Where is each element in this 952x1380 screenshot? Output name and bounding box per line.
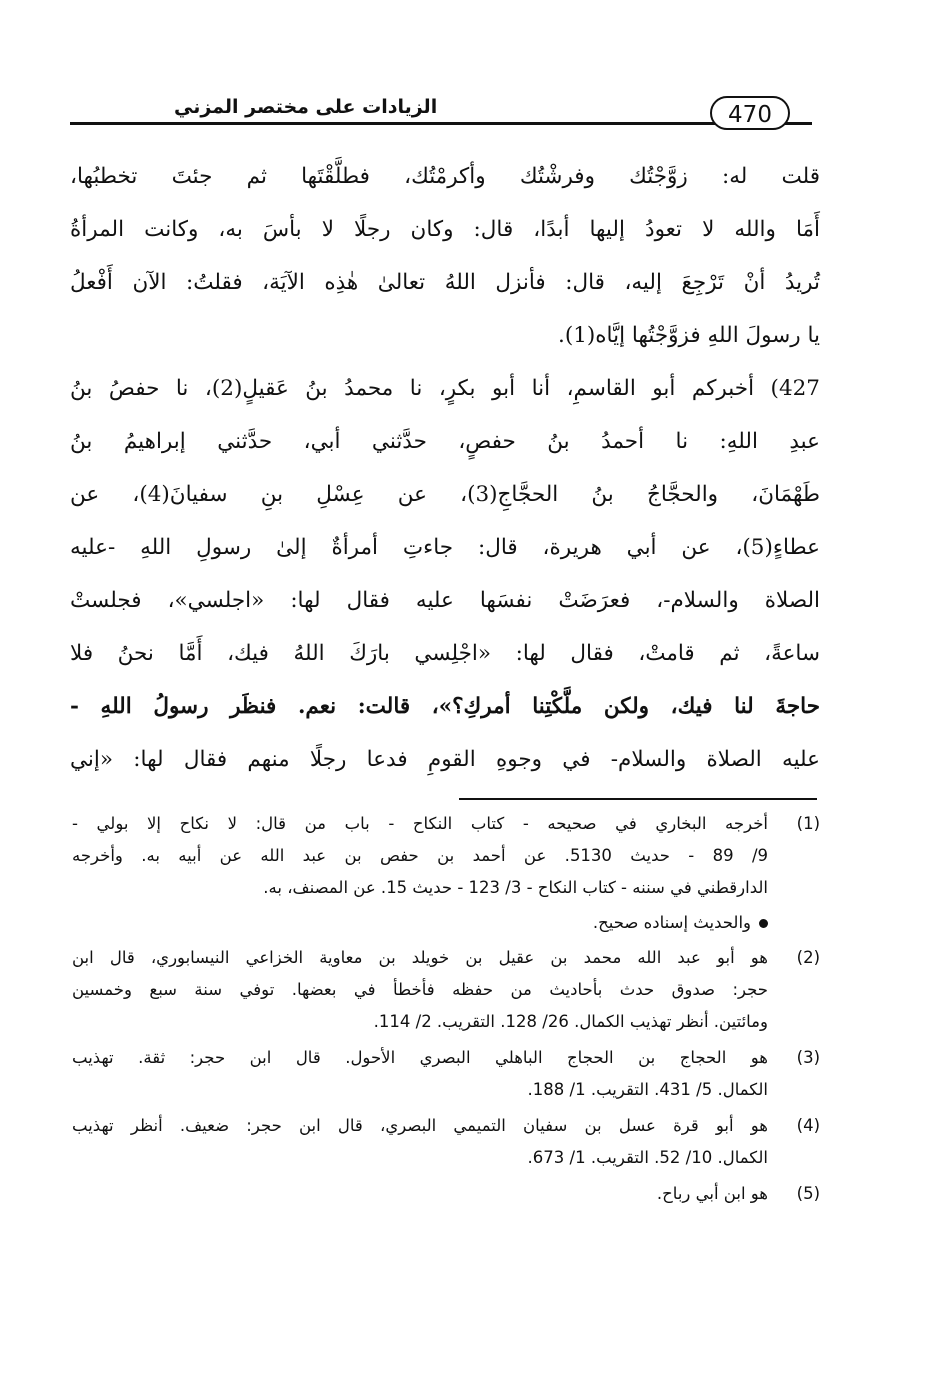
- footnote-number: (5): [796, 1184, 820, 1203]
- footnote-bullet-line: [72, 904, 768, 942]
- page-header: [70, 92, 812, 132]
- footnote-line: الكمال. 10/ 52. التقريب. 1/ 673.: [527, 1148, 768, 1167]
- footnote-4: [72, 1110, 820, 1174]
- main-text: [70, 150, 820, 786]
- footnote-number: (3): [796, 1048, 820, 1067]
- text-line: الصلاة والسلام-، فعرَضَتْ نفسَها عليه فقال لها: «اجلسي»، فجلستْ: [70, 588, 820, 613]
- footnote-3: [72, 1042, 820, 1106]
- footnote-line: ومائتين. أنظر تهذيب الكمال. 26/ 128. التقريب. 2/ 114.: [373, 1012, 768, 1031]
- text-line: قلت له: زوَّجْتُك وفرشْتُك وأكرمْتُك، فطلَّقْتَها ثم جئتَ تخطبُها،: [70, 164, 820, 189]
- text-line: عطاءٍ(5)، عن أبي هريرة، قال: جاءتِ أمرأةٌ إلىٰ رسولِ اللهِ -عليه: [70, 535, 820, 560]
- text-line: تُريدُ أنْ تَرْجِعَ إليه، قال: فأنزل اللهُ تعالىٰ هٰذِه الآيَة، فقلتُ: الآن أَفْعلُ: [70, 270, 820, 295]
- page-number: 470: [710, 96, 790, 130]
- footnote-line: حجر: صدوق حدث بأحاديث من حفظه فأخطأ في بعضها. توفي سنة سبع وخمسين: [72, 980, 768, 999]
- footnote-line: هو الحجاج بن الحجاج الباهلي البصري الأحول. قال ابن حجر: ثقة. تهذيب: [72, 1048, 768, 1067]
- header-rule: [70, 122, 812, 125]
- footnote-separator: [459, 798, 817, 800]
- hadith-427-line: 427) أخبركم أبو القاسمِ، أنا أبو بكرٍ، نا محمدُ بنُ عَقيلٍ(2)، نا حفصُ بنُ: [70, 376, 820, 401]
- footnote-number: (4): [796, 1116, 820, 1135]
- footnote-line: 9/ 89 - حديث 5130. عن أحمد بن حفص بن عبد الله عن أبيه به. وأخرجه: [72, 846, 769, 865]
- footnote-line: الدارقطني في سننه - كتاب النكاح - 3/ 123 - حديث 15. عن المصنف، به.: [263, 878, 768, 897]
- text-line: حاجةَ لنا فيك، ولكن ملَّكْتِنا أمركِ؟»، قالت: نعم. فنظَر رسولُ اللهِ -: [70, 694, 820, 719]
- footnote-line: هو ابن أبي رباح.: [656, 1184, 768, 1203]
- footnote-2: [72, 942, 820, 1038]
- text-line: أَمَا والله لا تعودُ إليها أبدًا، قال: وكان رجلًا لا بأسَ به، وكانت المرأةُ: [70, 217, 820, 242]
- footnote-5: [72, 1178, 820, 1210]
- footnote-line: أخرجه البخاري في صحيحه - كتاب النكاح - باب من قال: لا نكاح إلا بولي -: [72, 814, 768, 833]
- footnote-number: (1): [796, 814, 820, 833]
- bullet-dot-icon: [759, 919, 768, 928]
- bullet-text: والحديث إسناده صحيح.: [592, 913, 751, 932]
- text-line: ساعةً، ثم قامتْ، فقال لها: «اجْلِسي بارَكَ اللهُ فيك، أَمَّا نحنُ فلا: [70, 641, 820, 666]
- text-line: عليه الصلاة والسلام- في وجوهِ القومِ فدعا رجلًا منهم فقال لها: «إني: [70, 747, 820, 772]
- text-line: طَهْمَانَ، والحجَّاجُ بنُ الحجَّاجِ(3)، عن عِسْلِ بنِ سفيانَ(4)، عن: [70, 482, 820, 507]
- text-line: عبدِ اللهِ: نا أحمدُ بنُ حفصٍ، حدَّثني أبي، حدَّثني إبراهيمُ بنُ: [70, 429, 820, 454]
- text-line: يا رسولَ اللهِ فزوَّجْتُها إيَّاه(1).: [557, 323, 820, 348]
- footnote-line: الكمال. 5/ 431. التقريب. 1/ 188.: [527, 1080, 768, 1099]
- footnote-1: [72, 808, 820, 942]
- footnote-number: (2): [796, 948, 820, 967]
- footnotes: [72, 808, 820, 1210]
- footnote-line: هو أبو عبد الله محمد بن عقيل بن خويلد بن معاوية الخزاعي النيسابوري، قال ابن: [72, 948, 768, 967]
- footnote-line: هو أبو قرة عسل بن سفيان التميمي البصري، قال ابن حجر: ضعيف. أنظر تهذيب: [72, 1116, 768, 1135]
- running-title: الزيادات على مختصر المزني: [168, 92, 443, 122]
